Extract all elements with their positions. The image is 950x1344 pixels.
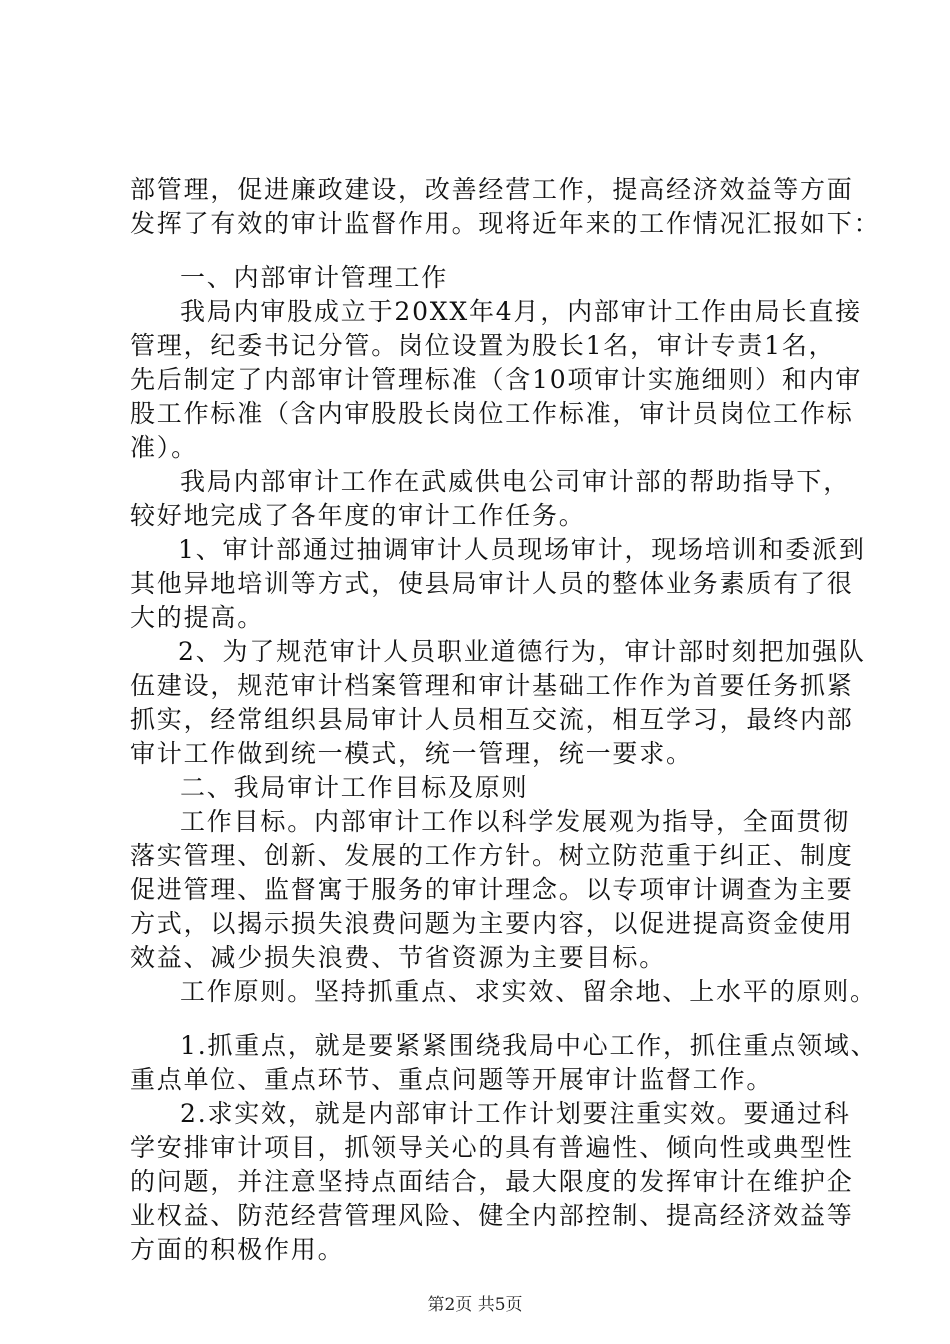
paragraph-line: 工作目标。内部审计工作以科学发展观为指导，全面贯彻: [180, 807, 851, 836]
list-item-line: 1.抓重点，就是要紧紧围绕我局中心工作，抓住重点领域、: [180, 1031, 878, 1060]
paragraph-line: 效益、减少损失浪费、节省资源为主要目标。: [130, 943, 667, 972]
list-item-line: 2.求实效，就是内部审计工作计划要注重实效。要通过科: [180, 1099, 851, 1128]
paragraph-line: 落实管理、创新、发展的工作方针。树立防范重于纠正、制度: [130, 841, 854, 870]
paragraph-line: 我局内部审计工作在武威供电公司审计部的帮助指导下，: [180, 467, 851, 496]
paragraph-line: 管理，纪委书记分管。岗位设置为股长1名，审计专责1名，: [130, 331, 836, 360]
list-item-line: 方面的积极作用。: [130, 1235, 345, 1264]
text-line: 发挥了有效的审计监督作用。现将近年来的工作情况汇报如下：: [130, 209, 881, 238]
list-item-line: 大的提高。: [130, 603, 265, 632]
list-item-line: 业权益、防范经营管理风险、健全内部控制、提高经济效益等: [130, 1201, 854, 1230]
paragraph-line: 我局内审股成立于20XX年4月，内部审计工作由局长直接: [180, 297, 862, 326]
list-item-line: 重点单位、重点环节、重点问题等开展审计监督工作。: [130, 1065, 774, 1094]
list-item-line: 2、为了规范审计人员职业道德行为，审计部时刻把加强队: [178, 637, 866, 666]
paragraph-line: 促进管理、监督寓于服务的审计理念。以专项审计调查为主要: [130, 875, 854, 904]
paragraph-line: 方式，以揭示损失浪费问题为主要内容，以促进提高资金使用: [130, 909, 854, 938]
paragraph-line: 股工作标准（含内审股股长岗位工作标准，审计员岗位工作标: [130, 399, 854, 428]
section-heading: 一、内部审计管理工作: [180, 263, 449, 292]
list-item-line: 学安排审计项目，抓领导关心的具有普遍性、倾向性或典型性: [130, 1133, 854, 1162]
page-footer: 第2页 共5页: [427, 1295, 523, 1315]
list-item-line: 的问题，并注意坚持点面结合，最大限度的发挥审计在维护企: [130, 1167, 854, 1196]
list-item-line: 其他异地培训等方式，使县局审计人员的整体业务素质有了很: [130, 569, 854, 598]
list-item-line: 1、审计部通过抽调审计人员现场审计，现场培训和委派到: [178, 535, 866, 564]
paragraph-line: 准）。: [130, 433, 198, 462]
paragraph-line: 工作原则。坚持抓重点、求实效、留余地、上水平的原则。: [180, 977, 877, 1006]
paragraph-line: 较好地完成了各年度的审计工作任务。: [130, 501, 586, 530]
paragraph-line: 先后制定了内部审计管理标准（含10项审计实施细则）和内审: [130, 365, 863, 394]
text-line: 部管理，促进廉政建设，改善经营工作，提高经济效益等方面: [130, 175, 854, 204]
list-item-line: 抓实，经常组织县局审计人员相互交流，相互学习，最终内部: [130, 705, 854, 734]
section-heading: 二、我局审计工作目标及原则: [180, 773, 529, 802]
list-item-line: 审计工作做到统一模式，统一管理，统一要求。: [130, 739, 693, 768]
list-item-line: 伍建设，规范审计档案管理和审计基础工作作为首要任务抓紧: [130, 671, 854, 700]
